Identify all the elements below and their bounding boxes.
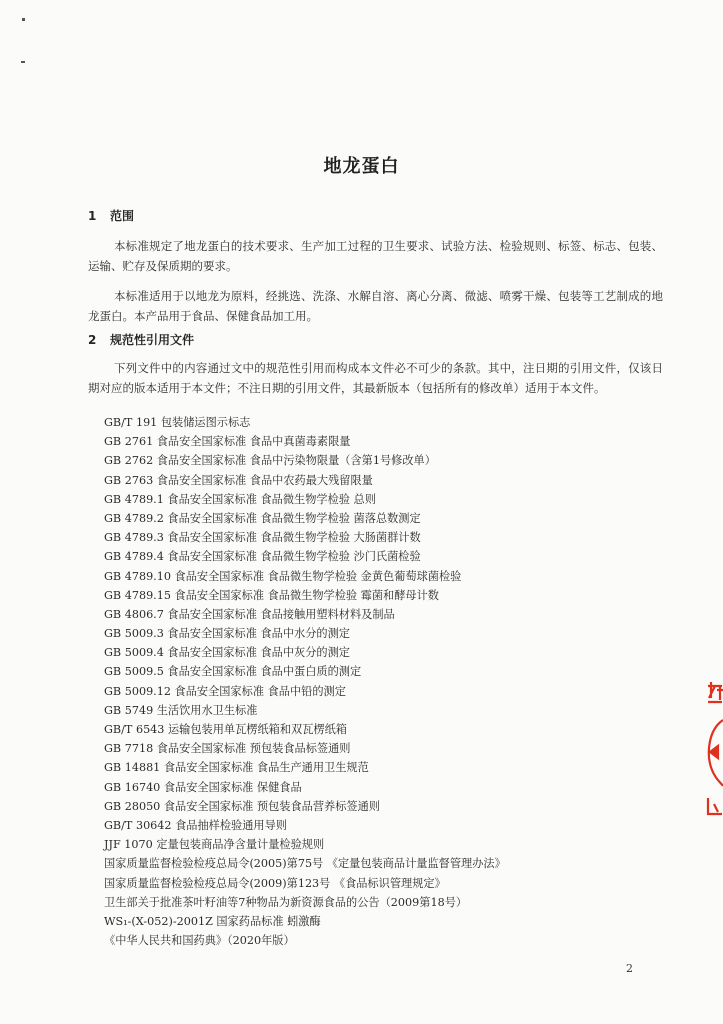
reference-item: GB 16740 食品安全国家标准 保健食品 — [104, 780, 302, 794]
scope-paragraph: 本标准适用于以地龙为原料，经挑选、洗涤、水解自溶、离心分离、微滤、喷雾干燥、包装等工艺制成的地龙蛋白。本产品用于食品、保健食品加工用。 — [88, 289, 663, 323]
section-heading-scope — [88, 207, 134, 224]
reference-item: GB 14881 食品安全国家标准 食品生产通用卫生规范 — [104, 761, 369, 775]
section-heading-references — [88, 331, 194, 348]
reference-item: GB 4789.1 食品安全国家标准 食品微生物学检验 总则 — [104, 492, 376, 506]
reference-item: GB 4789.10 食品安全国家标准 食品微生物学检验 金黄色葡萄球菌检验 — [104, 569, 462, 583]
reference-item: 《中华人民共和国药典》（2020年版） — [104, 934, 295, 948]
reference-item: GB 2763 食品安全国家标准 食品中农药最大残留限量 — [104, 473, 373, 487]
reference-item: GB 5009.3 食品安全国家标准 食品中水分的测定 — [104, 627, 350, 641]
reference-item: 国家质量监督检验检疫总局令(2005)第75号 《定量包装商品计量监督管理办法》 — [104, 857, 506, 871]
section-number: 1 — [88, 209, 97, 223]
document-title: 地龙蛋白 — [323, 156, 400, 177]
scan-speck — [21, 61, 25, 63]
reference-item: 国家质量监督检验检疫总局令(2009)第123号 《食品标识管理规定》 — [104, 876, 446, 890]
reference-item: GB 2762 食品安全国家标准 食品中污染物限量（含第1号修改单） — [104, 454, 436, 468]
reference-item: 卫生部关于批准茶叶籽油等7种物品为新资源食品的公告（2009第18号） — [104, 895, 468, 909]
reference-item: GB 5009.12 食品安全国家标准 食品中铅的测定 — [104, 684, 346, 698]
stamp-star — [710, 746, 718, 758]
reference-list — [104, 413, 664, 950]
reference-item: GB/T 30642 食品抽样检验通用导则 — [104, 818, 287, 832]
section-title: 规范性引用文件 — [110, 333, 195, 347]
reference-item: WS₁-(X-052)-2001Z 国家药品标准 蚓激酶 — [104, 914, 321, 928]
reference-item: JJF 1070 定量包装商品净含量计量检验规则 — [104, 838, 325, 852]
references-intro: 下列文件中的内容通过文中的规范性引用而构成本文件必不可少的条款。其中，注日期的引用文件，仅该日期对应的版本适用于本文件；不注日期的引用文件，其最新版本（包括所有的修改单）适用于本文件。 — [88, 361, 663, 395]
reference-item: GB/T 6543 运输包装用单瓦楞纸箱和双瓦楞纸箱 — [104, 723, 347, 736]
scope-paragraph: 本标准规定了地龙蛋白的技术要求、生产加工过程的卫生要求、试验方法、检验规则、标签、标志、包装、运输、贮存及保质期的要求。 — [88, 239, 663, 273]
reference-item: GB 4789.15 食品安全国家标准 食品微生物学检验 霉菌和酵母计数 — [104, 588, 439, 602]
page-number: 2 — [626, 962, 633, 975]
reference-item: GB 5749 生活饮用水卫生标准 — [104, 703, 258, 717]
stamp-glyph — [714, 804, 718, 812]
reference-item: GB/T 191 包装储运图示标志 — [104, 416, 251, 429]
reference-item: GB 4789.2 食品安全国家标准 食品微生物学检验 菌落总数测定 — [104, 511, 421, 525]
scan-speck — [22, 18, 25, 21]
reference-item: GB 4789.4 食品安全国家标准 食品微生物学检验 沙门氏菌检验 — [104, 550, 421, 564]
reference-item: GB 4789.3 食品安全国家标准 食品微生物学检验 大肠菌群计数 — [104, 531, 421, 545]
reference-item: GB 5009.4 食品安全国家标准 食品中灰分的测定 — [104, 646, 350, 660]
reference-item: GB 5009.5 食品安全国家标准 食品中蛋白质的测定 — [104, 665, 362, 679]
stamp-glyph — [708, 682, 723, 702]
section-number: 2 — [88, 333, 97, 347]
reference-item: GB 4806.7 食品安全国家标准 食品接触用塑料材料及制品 — [104, 607, 395, 621]
reference-item: GB 7718 食品安全国家标准 预包装食品标签通则 — [104, 742, 351, 756]
red-seal-stamp-fragment — [700, 680, 723, 830]
reference-item: GB 28050 食品安全国家标准 预包装食品营养标签通则 — [104, 799, 380, 813]
reference-item: GB 2761 食品安全国家标准 食品中真菌毒素限量 — [104, 435, 351, 449]
section-title: 范围 — [110, 209, 135, 223]
